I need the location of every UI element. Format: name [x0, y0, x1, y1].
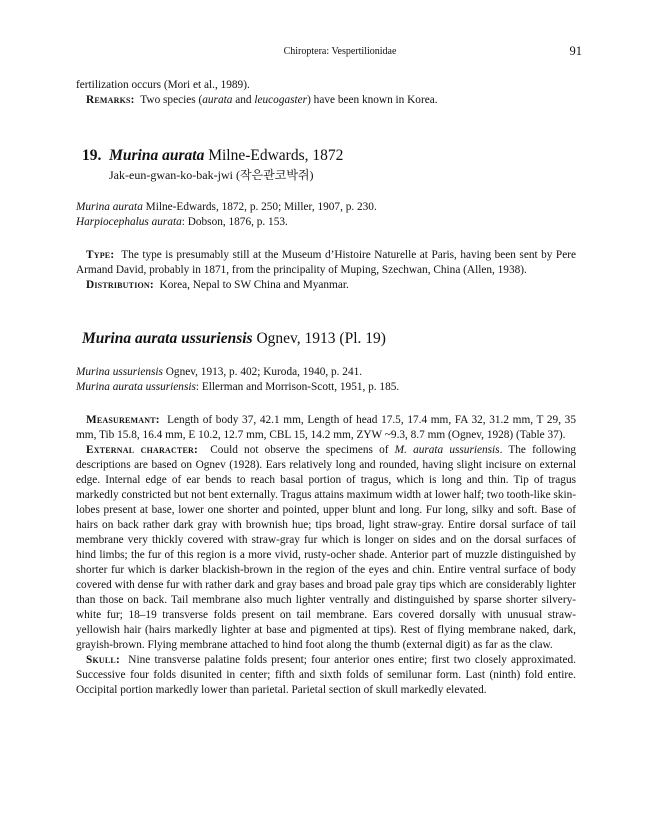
external-character-paragraph: External character: Could not observe the specimens of M. aurata ussuriensis. The following descriptions are based on Ognev (1928). Ears relatively long and rounded, having slight incisure on external edge. Internal edge of ear bends to reach basal portion of tragus, which is long and thin. Tip of tragus markedly constricted but not bent externally. Tragus attains maximum width at lower half; two tooth-like skin-lobes present at base, lower one shorter and pointed, upper blunt and long. Fur long, silky and soft. Base of hairs on back rather dark gray with brownish hue; tips broad, light straw-gray. Entire dorsal surface of tail membrane very thickly covered with straw-gray fur which is longer on sides and on the dorsal surfaces of hind limbs; the fur of this region is a more vivid, rusty-ocher shade. Anterior part of muzzle distinguished by shorter fur which is darker blackish-brown in the region of the eyes and chin. Entire ventral surface of body covered with dense fur with rather dark and gray bases and broad pale gray tips which are considerably lighter than those on back. Tail membrane also much lighter ventrally and distinguished by sparse shorter silvery-white fur; 18–19 transverse folds present on tail membrane. Ears covered dorsally with unusual straw-yellowish hair (hairs markedly lighter at base and pigmented at tips). Rest of flying membrane naked, dark, grayish-brown. Flying membrane attached to hind foot along the thumb (external digit) as far as the claw. [76, 444, 577, 651]
page-content [76, 78, 576, 698]
vernacular-name: Jak-eun-gwan-ko-bak-jwi (작은관코박쥐) [109, 168, 314, 182]
page-number: 91 [569, 44, 582, 58]
external-character-label: External character: [86, 444, 198, 456]
skull-paragraph: Skull: Nine transverse palatine folds present; four anterior ones entire; first two closely approximated. Successive four folds disunited in center; fifth and sixth folds of semilunar form. Last (ninth) fold entire. Occipital portion markedly lower than parietal. Parietal section of skull markedly elevated. [76, 654, 576, 696]
running-title: Chiroptera: Vespertilionidae [283, 46, 397, 57]
species-name: Murina aurata [109, 147, 205, 164]
species-number: 19. [82, 147, 102, 164]
species-heading [76, 146, 576, 166]
distribution-paragraph: Distribution: Korea, Nepal to SW China and Myanmar. [86, 279, 349, 291]
synonym-entry: Murina aurata Milne-Edwards, 1872, p. 250; Miller, 1907, p. 230. [76, 201, 377, 213]
subspecies-author: Ognev, 1913 (Pl. 19) [252, 330, 386, 347]
species-author: Milne-Edwards, 1872 [204, 147, 344, 164]
page-header [0, 44, 652, 60]
synonym-entry: Murina ussuriensis Ognev, 1913, p. 402; Kuroda, 1940, p. 241. [76, 366, 363, 378]
species-synonymy [76, 200, 576, 230]
type-paragraph: Type: The type is presumably still at the Museum d’Histoire Naturelle at Paris, having been sent by Pere Armand David, probably in 1871, from the principality of Muping, Szechwan, China (Allen, 1938). [76, 249, 576, 276]
measurement-paragraph: Measuremant: Length of body 37, 42.1 mm, Length of head 17.5, 17.4 mm, FA 32, 31.2 mm, T 29, 35 mm, Tib 15.8, 16.4 mm, E 10.2, 12.7 mm, CBL 15, 14.2 mm, ZYW ~9.3, 8.7 mm (Ognev, 1928) (Table 37). [76, 414, 576, 441]
description-section [76, 413, 576, 698]
subspecies-synonymy [76, 365, 576, 395]
remarks-paragraph: Remarks: Two species (aurata and leucogaster) have been known in Korea. [86, 94, 438, 106]
skull-label: Skull: [86, 654, 120, 666]
subspecies-heading [76, 329, 576, 349]
synonym-entry: Murina aurata ussuriensis: Ellerman and Morrison-Scott, 1951, p. 185. [76, 381, 400, 393]
fertilization-line: fertilization occurs (Mori et al., 1989). [76, 79, 250, 91]
type-label: Type: [86, 249, 115, 261]
type-section [76, 248, 576, 293]
measurement-label: Measuremant: [86, 414, 160, 426]
subspecies-name: Murina aurata ussuriensis [82, 330, 253, 347]
remarks-label: Remarks: [86, 94, 135, 106]
distribution-label: Distribution: [86, 279, 154, 291]
synonym-entry: Harpiocephalus aurata: Dobson, 1876, p. 153. [76, 216, 288, 228]
